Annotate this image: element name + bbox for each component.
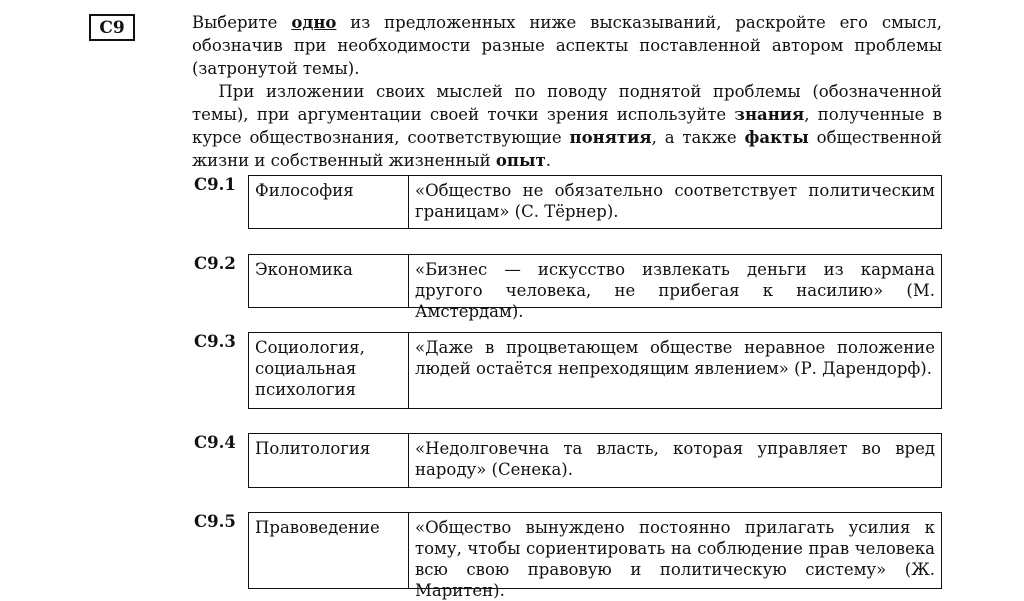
task-subject: Социология, социальная психология	[249, 333, 409, 408]
task-box-c9-4	[248, 433, 942, 488]
task-box-c9-2	[248, 254, 942, 321]
task-instructions	[192, 11, 942, 172]
task-label-c9-2: С9.2	[194, 254, 236, 273]
instruction-text: Выберите	[192, 13, 292, 32]
instruction-text: , полученные в курсе обществознания, соответствующие	[192, 105, 943, 147]
task-quote: «Недолговечна та власть, которая управляет во вред народу» (Сенека).	[415, 439, 935, 479]
task-quote: «Бизнес — искусство извлекать деньги из кармана другого человека, не прибегая к насилию» (М. Амстердам).	[415, 260, 935, 321]
task-label-c9-4: С9.4	[194, 433, 236, 452]
task-label-c9-1: С9.1	[194, 175, 236, 194]
instruction-text: .	[545, 151, 551, 170]
task-subject: Философия	[249, 176, 409, 228]
instruction-text: из предложенных ниже высказываний, раскройте его смысл, обозначив при необходимости разные аспекты поставленной автором проблемы (затронутой темы).	[192, 13, 943, 78]
task-number-badge: С9	[89, 14, 135, 41]
task-quote: «Общество вынуждено постоянно прилагать усилия к тому, чтобы сориентировать на соблюдение прав человека всю свою правовую и политическую систему» (Ж. Маритен).	[415, 518, 935, 600]
emphasis-one: одно	[291, 13, 337, 32]
task-subject: Политология	[249, 434, 409, 487]
instruction-paragraph-2	[192, 80, 942, 172]
instruction-text: общественной жизни и собственный жизненный	[192, 128, 942, 170]
task-quote: «Общество не обязательно соответствует политическим границам» (С. Тёрнер).	[415, 181, 935, 221]
emphasis-facts: факты	[744, 128, 809, 147]
task-quote: «Даже в процветающем обществе неравное положение людей остаётся непреходящим явлением» (Р. Дарендорф).	[415, 338, 935, 378]
instruction-text: , а также	[651, 128, 745, 147]
task-label-c9-3: С9.3	[194, 332, 236, 351]
task-box-c9-3	[248, 332, 942, 409]
emphasis-experience: опыт	[495, 151, 546, 170]
task-label-c9-5: С9.5	[194, 512, 236, 531]
task-subject: Правоведение	[249, 513, 409, 588]
task-box-c9-5	[248, 512, 942, 600]
task-subject: Экономика	[249, 255, 409, 307]
instruction-text: При изложении своих мыслей по поводу поднятой проблемы (обозначенной темы), при аргументации своей точки зрения используйте	[192, 82, 942, 124]
emphasis-knowledge: знания	[734, 105, 805, 124]
task-box-c9-1	[248, 175, 942, 229]
instruction-paragraph-1	[192, 11, 942, 80]
emphasis-concepts: понятия	[569, 128, 652, 147]
